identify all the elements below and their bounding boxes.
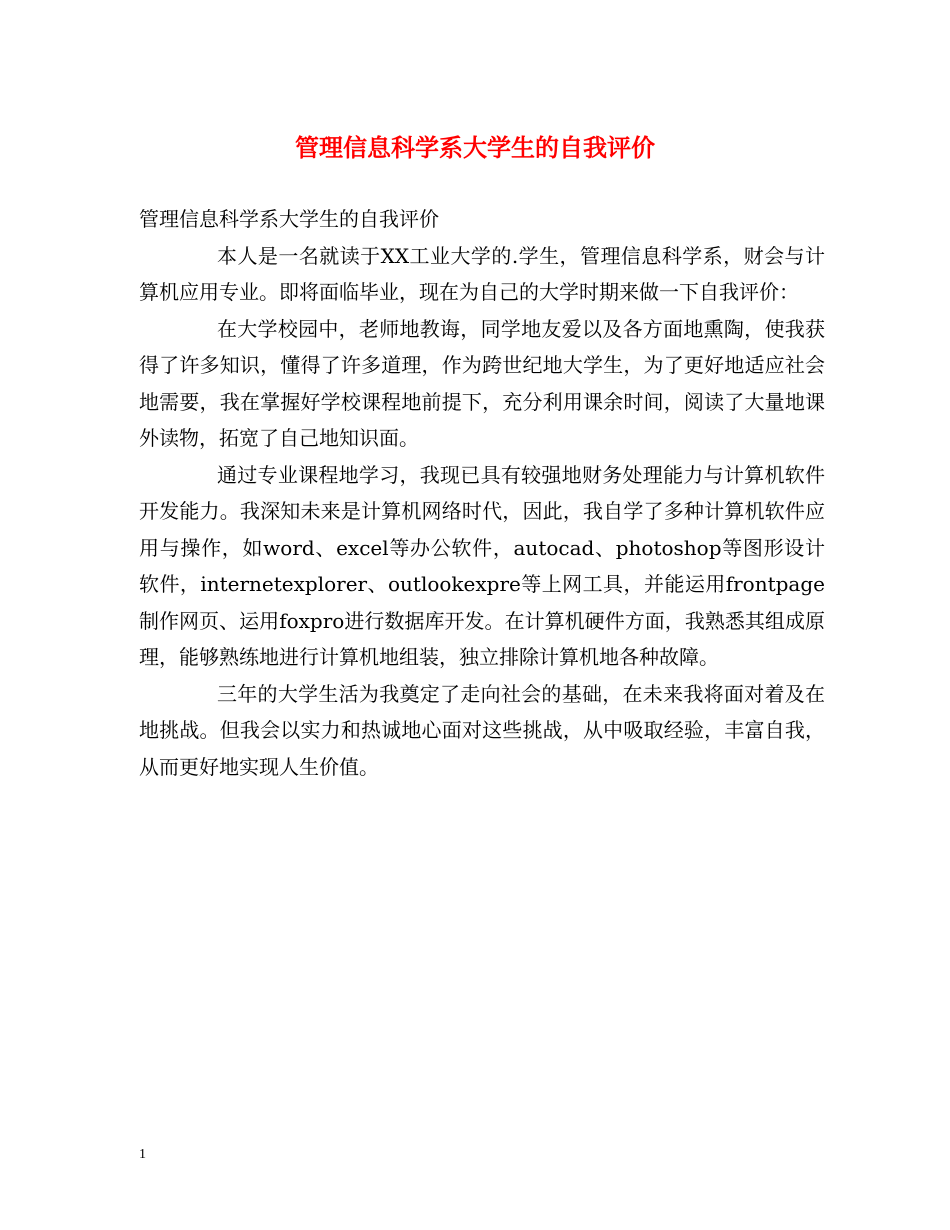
page-number: 1 xyxy=(139,1147,146,1162)
document-first-line: 管理信息科学系大学生的自我评价 xyxy=(139,207,439,231)
paragraph-3: 通过专业课程地学习，我现已具有较强地财务处理能力与计算机软件开发能力。我深知未来是计算机网络时代，因此，我自学了多种计算机软件应用与操作，如word、excel等办公软件，autocad、photoshop等图形设计软件，internetexplorer、outlookexpre等上网工具，并能运用frontpage制作网页、运用foxpro进行数据库开发。在计算机硬件方面，我熟悉其组成原理，能够熟练地进行计算机地组装，独立排除计算机地各种故障。 xyxy=(139,462,825,669)
document-title: 管理信息科学系大学生的自我评价 xyxy=(295,133,655,162)
paragraph-2: 在大学校园中，老师地教诲，同学地友爱以及各方面地熏陶，使我获得了许多知识，懂得了许多道理，作为跨世纪地大学生，为了更好地适应社会地需要，我在掌握好学校课程地前提下，充分利用课余时间，阅读了大量地课外读物，拓宽了自己地知识面。 xyxy=(139,316,825,450)
document-body xyxy=(139,201,825,785)
paragraph-4: 三年的大学生活为我奠定了走向社会的基础，在未来我将面对着及在地挑战。但我会以实力和热诚地心面对这些挑战，从中吸取经验，丰富自我，从而更好地实现人生价值。 xyxy=(139,681,825,779)
paragraph-1: 本人是一名就读于XX工业大学的.学生，管理信息科学系，财会与计算机应用专业。即将面临毕业，现在为自己的大学时期来做一下自我评价： xyxy=(139,243,825,304)
